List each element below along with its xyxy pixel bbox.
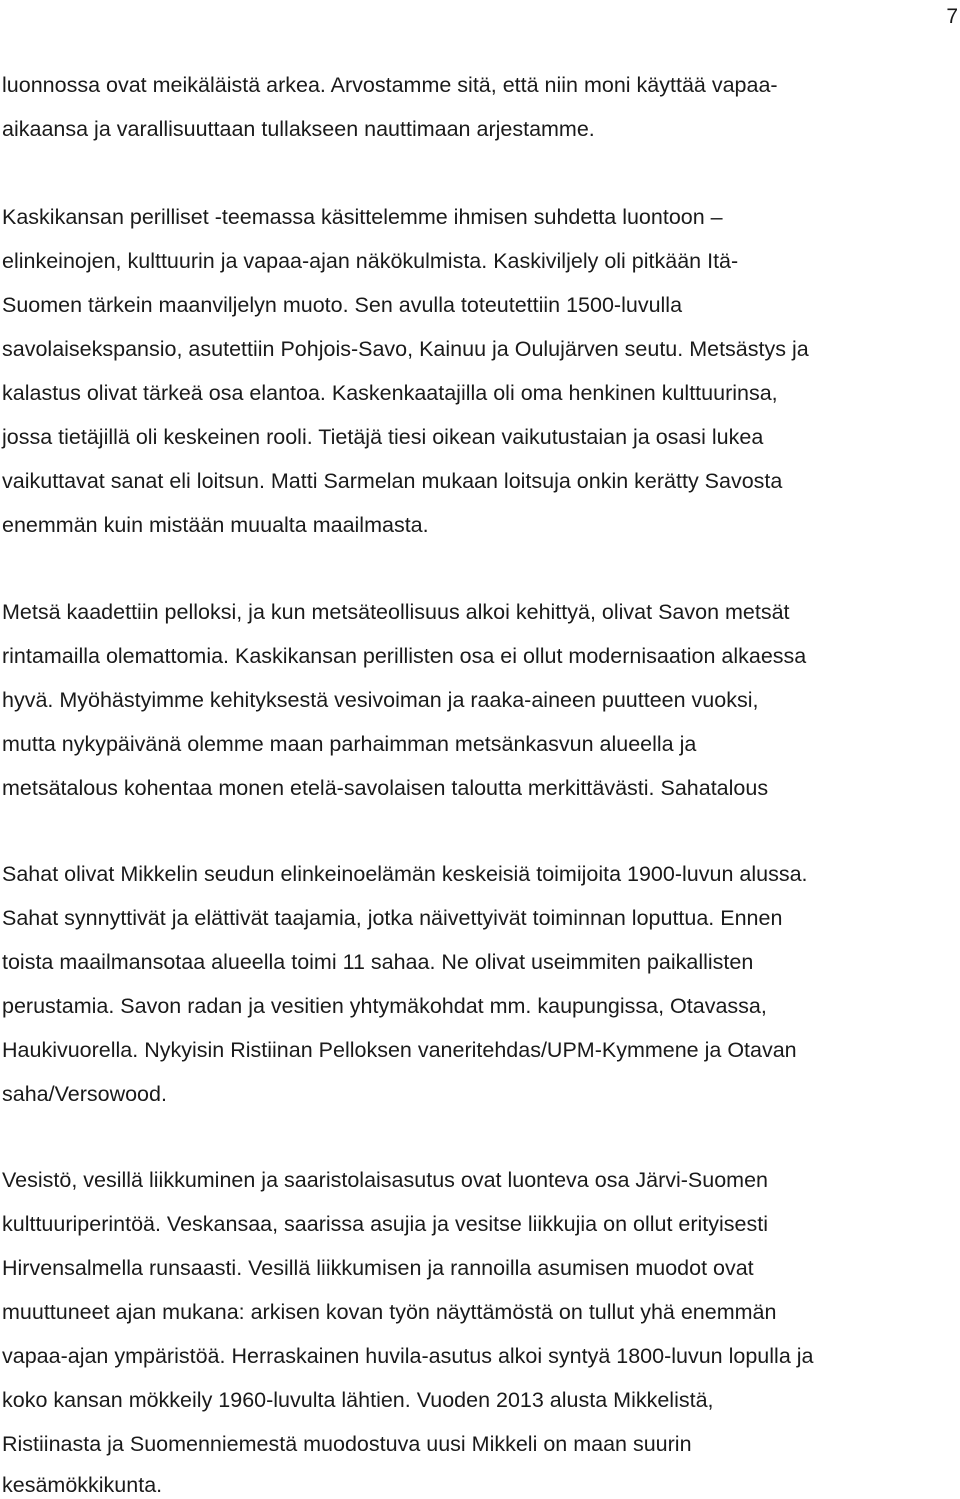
text-line: vaikuttavat sanat eli loitsun. Matti Sarmelan mukaan loitsuja onkin kerätty Savosta [2,469,783,493]
text-line: perustamia. Savon radan ja vesitien yhtymäkohdat mm. kaupungissa, Otavassa, [2,994,767,1018]
text-line: saha/Versowood. [2,1082,167,1106]
page-number: 7 [946,5,958,28]
text-line: hyvä. Myöhästyimme kehityksestä vesivoiman ja raaka-aineen puutteen vuoksi, [2,688,759,712]
text-line: mutta nykypäivänä olemme maan parhaimman metsänkasvun alueella ja [2,732,697,756]
text-line: Haukivuorella. Nykyisin Ristiinan Pelloksen vaneritehdas/UPM-Kymmene ja Otavan [2,1038,797,1062]
text-line: Sahat synnyttivät ja elättivät taajamia, jotka näivettyivät toiminnan loputtua. Ennen [2,906,783,930]
text-line: kulttuuriperintöä. Veskansaa, saarissa asujia ja vesitse liikkujia on ollut erityisesti [2,1212,769,1236]
text-line: muuttuneet ajan mukana: arkisen kovan työn näyttämöstä on tullut yhä enemmän [2,1300,777,1324]
text-line: Hirvensalmella runsaasti. Vesillä liikkumisen ja rannoilla asumisen muodot ovat [2,1256,754,1280]
text-line: metsätalous kohentaa monen etelä-savolaisen taloutta merkittävästi. Sahatalous [2,776,769,800]
text-line: Suomen tärkein maanviljelyn muoto. Sen avulla toteutettiin 1500-luvulla [2,293,683,317]
text-line: koko kansan mökkeily 1960-luvulta lähtien. Vuoden 2013 alusta Mikkelistä, [2,1388,714,1412]
text-line: jossa tietäjillä oli keskeinen rooli. Tietäjä tiesi oikean vaikutustaian ja osasi lukea [2,425,764,449]
text-line: Sahat olivat Mikkelin seudun elinkeinoelämän keskeisiä toimijoita 1900-luvun alussa. [2,862,808,886]
text-line: luonnossa ovat meikäläistä arkea. Arvostamme sitä, että niin moni käyttää vapaa- [2,73,778,97]
text-line: Vesistö, vesillä liikkuminen ja saaristolaisasutus ovat luonteva osa Järvi-Suomen [2,1168,769,1192]
text-line: vapaa-ajan ympäristöä. Herraskainen huvila-asutus alkoi syntyä 1800-luvun lopulla ja [2,1344,814,1368]
text-line: enemmän kuin mistään muualta maailmasta. [2,513,429,537]
text-line: aikaansa ja varallisuuttaan tullakseen nauttimaan arjestamme. [2,117,595,141]
text-line: rintamailla olemattomia. Kaskikansan perillisten osa ei ollut modernisaation alkaessa [2,644,807,668]
text-line: kalastus olivat tärkeä osa elantoa. Kaskenkaatajilla oli oma henkinen kulttuurinsa, [2,381,778,405]
text-line: savolaisekspansio, asutettiin Pohjois-Savo, Kainuu ja Oulujärven seutu. Metsästys ja [2,337,809,361]
text-line: Ristiinasta ja Suomenniemestä muodostuva uusi Mikkeli on maan suurin [2,1432,692,1456]
text-line: elinkeinojen, kulttuurin ja vapaa-ajan näkökulmista. Kaskiviljely oli pitkään Itä- [2,249,739,273]
text-line: Metsä kaadettiin pelloksi, ja kun metsäteollisuus alkoi kehittyä, olivat Savon metsät [2,600,790,624]
text-line: toista maailmansotaa alueella toimi 11 sahaa. Ne olivat useimmiten paikallisten [2,950,754,974]
text-line: Kaskikansan perilliset -teemassa käsittelemme ihmisen suhdetta luontoon – [2,205,723,229]
text-line: kesämökkikunta. [2,1473,163,1497]
